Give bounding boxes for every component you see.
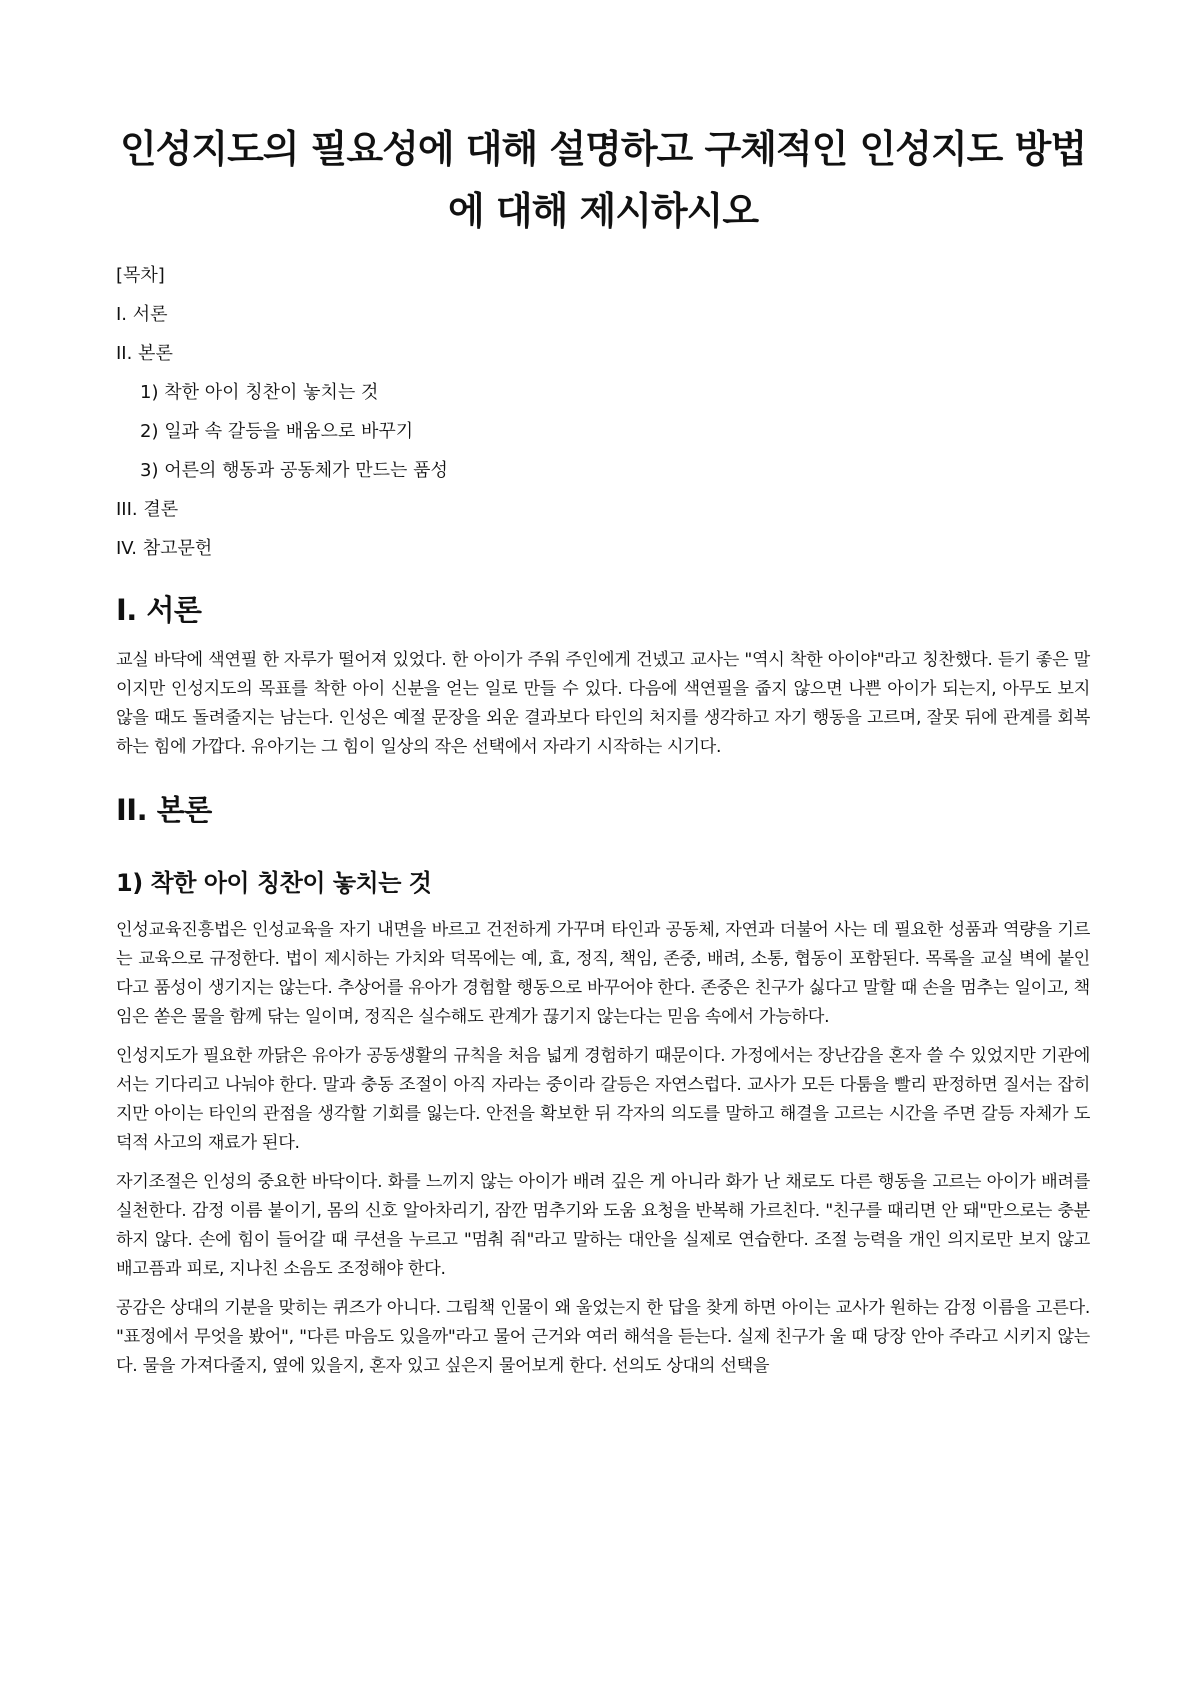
toc-item-body-3: 3) 어른의 행동과 공동체가 만드는 품성 <box>140 460 448 481</box>
body-paragraph: 공감은 상대의 기분을 맞히는 퀴즈가 아니다. 그림책 인물이 왜 울었는지 한 답을 찾게 하면 아이는 교사가 원하는 감정 이름을 고른다. "표정에서 무엇을 봤어", "다른 마음도 있을까"라고 물어 근거와 여러 해석을 듣는다. 실제 친구가 울 때 당장 안아 주라고 시키지 않는다. 물을 가져다줄지, 옆에 있을지, 혼자 있고 싶은지 물어보게 한다. 선의도 상대의 선택을 <box>116 1298 1090 1376</box>
toc-item-intro: I. 서론 <box>116 304 168 325</box>
toc-item-body-1: 1) 착한 아이 칭찬이 놓치는 것 <box>140 382 379 403</box>
document-title: 인성지도의 필요성에 대해 설명하고 구체적인 인성지도 방법에 대해 제시하시오 <box>119 127 1087 233</box>
body-paragraph: 자기조절은 인성의 중요한 바닥이다. 화를 느끼지 않는 아이가 배려 깊은 게 아니라 화가 난 채로도 다른 행동을 고르는 아이가 배려를 실천한다. 감정 이름 붙이기, 몸의 신호 알아차리기, 잠깐 멈추기와 도움 요청을 반복해 가르친다. "친구를 때리면 안 돼"만으로는 충분하지 않다. 손에 힘이 들어갈 때 쿠션을 누르고 "멈춰 줘"라고 말하는 대안을 실제로 연습한다. 조절 능력을 개인 의지로만 보지 않고 배고픔과 피로, 지나친 소음도 조정해야 한다. <box>116 1172 1090 1279</box>
section-heading-intro: I. 서론 <box>116 593 202 627</box>
subsection-heading-1: 1) 착한 아이 칭찬이 놓치는 것 <box>116 869 432 897</box>
intro-paragraph: 교실 바닥에 색연필 한 자루가 떨어져 있었다. 한 아이가 주워 주인에게 건넸고 교사는 "역시 착한 아이야"라고 칭찬했다. 듣기 좋은 말이지만 인성지도의 목표를 착한 아이 신분을 얻는 일로 만들 수 있다. 다음에 색연필을 줍지 않으면 나쁜 아이가 되는지, 아무도 보지 않을 때도 돌려줄지는 남는다. 인성은 예절 문장을 외운 결과보다 타인의 처지를 생각하고 자기 행동을 고르며, 잘못 뒤에 관계를 회복하는 힘에 가깝다. 유아기는 그 힘이 일상의 작은 선택에서 자라기 시작하는 시기다. <box>116 650 1090 757</box>
toc-item-body: II. 본론 <box>116 343 173 364</box>
toc-item-body-2: 2) 일과 속 갈등을 배움으로 바꾸기 <box>140 421 414 442</box>
toc-item-conclusion: III. 결론 <box>116 499 179 520</box>
section-heading-body: II. 본론 <box>116 793 212 827</box>
toc-heading: [목차] <box>116 265 165 286</box>
toc-item-references: IV. 참고문헌 <box>116 538 213 559</box>
body-paragraph: 인성교육진흥법은 인성교육을 자기 내면을 바르고 건전하게 가꾸며 타인과 공동체, 자연과 더불어 사는 데 필요한 성품과 역량을 기르는 교육으로 규정한다. 법이 제시하는 가치와 덕목에는 예, 효, 정직, 책임, 존중, 배려, 소통, 협동이 포함된다. 목록을 교실 벽에 붙인다고 품성이 생기지는 않는다. 추상어를 유아가 경험할 행동으로 바꾸어야 한다. 존중은 친구가 싫다고 말할 때 손을 멈추는 일이고, 책임은 쏟은 물을 함께 닦는 일이며, 정직은 실수해도 관계가 끊기지 않는다는 믿음 속에서 가능하다. <box>116 920 1090 1027</box>
table-of-contents <box>116 262 1090 562</box>
body-paragraph: 인성지도가 필요한 까닭은 유아가 공동생활의 규칙을 처음 넓게 경험하기 때문이다. 가정에서는 장난감을 혼자 쓸 수 있었지만 기관에서는 기다리고 나눠야 한다. 말과 충동 조절이 아직 자라는 중이라 갈등은 자연스럽다. 교사가 모든 다툼을 빨리 판정하면 질서는 잡히지만 아이는 타인의 관점을 생각할 기회를 잃는다. 안전을 확보한 뒤 각자의 의도를 말하고 해결을 고르는 시간을 주면 갈등 자체가 도덕적 사고의 재료가 된다. <box>116 1046 1090 1153</box>
